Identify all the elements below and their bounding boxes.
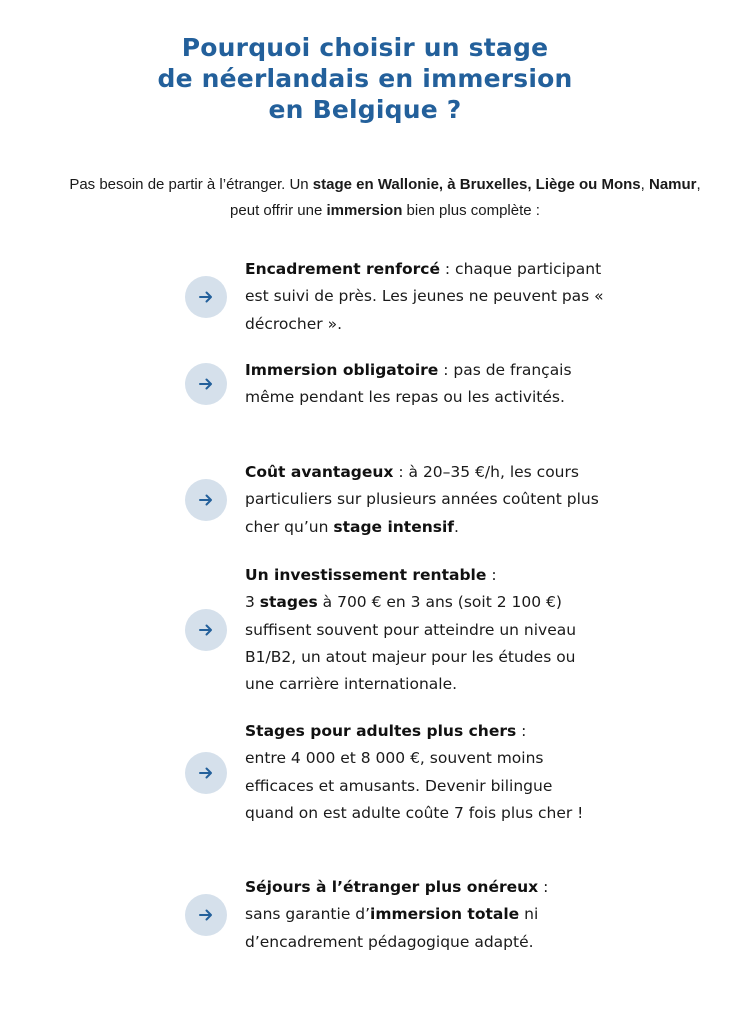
benefit-item-sejours <box>185 874 605 956</box>
page-title-line-1: Pourquoi choisir un stage <box>181 33 549 62</box>
benefit-item-adultes <box>185 718 605 827</box>
page-title <box>0 32 730 125</box>
benefit-text: Séjours à l’étranger plus onéreux : sans garantie d’immersion totale ni d’encadrement pédagogique adapté. <box>245 878 549 951</box>
arrow-right-icon <box>185 894 227 936</box>
benefit-text: Stages pour adultes plus chers : entre 4 000 et 8 000 €, souvent moins efficaces et amusants. Devenir bilingue quand on est adulte coûte 7 fois plus cher ! <box>245 722 584 822</box>
emphasis: Un investissement rentable <box>245 566 487 584</box>
benefit-item-encadrement <box>185 256 605 338</box>
arrow-right-glyph <box>199 909 213 921</box>
intro-paragraph: Pas besoin de partir à l’étranger. Un stage en Wallonie, à Bruxelles, Liège ou Mons, Namur, peut offrir une immersion bien plus complète : <box>69 176 701 219</box>
emphasis: immersion totale <box>370 905 520 924</box>
benefit-item-cout <box>185 459 605 541</box>
arrow-right-icon <box>185 479 227 521</box>
benefit-text: Encadrement renforcé : chaque participant est suivi de près. Les jeunes ne peuvent pas « décrocher ». <box>245 260 604 333</box>
emphasis: stages <box>259 593 318 612</box>
arrow-right-glyph <box>199 291 213 303</box>
arrow-right-glyph <box>199 624 213 636</box>
arrow-right-glyph <box>199 494 213 506</box>
arrow-right-icon <box>185 609 227 651</box>
benefit-item-investissement <box>185 562 605 698</box>
page-title-line-2: de néerlandais en immersion <box>157 64 573 93</box>
arrow-right-icon <box>185 276 227 318</box>
benefit-item-immersion <box>185 357 605 412</box>
arrow-right-glyph <box>199 378 213 390</box>
emphasis: Stages pour adultes plus chers <box>245 722 517 740</box>
arrow-right-glyph <box>199 767 213 779</box>
arrow-right-icon <box>185 363 227 405</box>
benefit-text: Coût avantageux : à 20–35 €/h, les cours particuliers sur plusieurs années coûtent plus cher qu’un stage intensif. <box>245 463 599 536</box>
arrow-right-icon <box>185 752 227 794</box>
emphasis: stage en Wallonie, à Bruxelles, Liège ou Mons <box>312 176 641 193</box>
emphasis: Immersion obligatoire <box>245 361 439 379</box>
page-title-line-3: en Belgique ? <box>268 95 462 124</box>
emphasis: Séjours à l’étranger plus onéreux <box>245 878 539 896</box>
emphasis: Coût avantageux <box>245 463 394 481</box>
emphasis: Namur <box>649 176 697 193</box>
emphasis: immersion <box>326 202 403 219</box>
emphasis: stage intensif <box>333 517 455 536</box>
benefit-text: Immersion obligatoire : pas de français même pendant les repas ou les activités. <box>245 361 572 407</box>
benefit-text: Un investissement rentable : 3 stages à 700 € en 3 ans (soit 2 100 €) suffisent souvent pour atteindre un niveau B1/B2, un atout majeur pour les études ou une carrière internationale. <box>245 566 577 694</box>
emphasis: Encadrement renforcé <box>245 260 440 278</box>
